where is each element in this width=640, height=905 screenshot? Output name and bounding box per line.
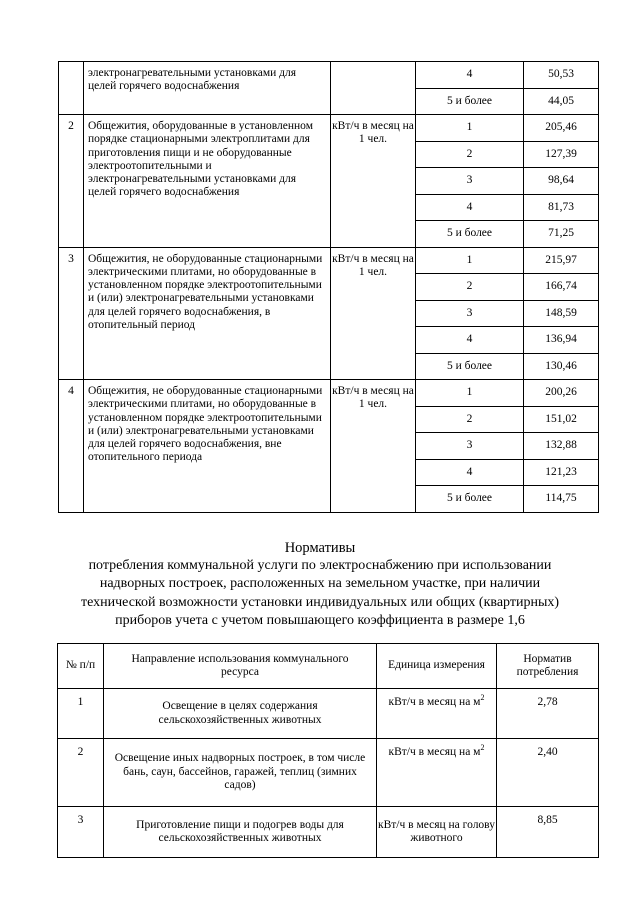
- norm-value: 121,23: [524, 459, 599, 486]
- row-number: 2: [58, 739, 104, 807]
- persons-count: 1: [416, 247, 524, 274]
- persons-count: 3: [416, 300, 524, 327]
- row-unit: кВт/ч в месяц на 1 чел.: [331, 380, 416, 513]
- row-unit: кВт/ч в месяц на 1 чел.: [331, 115, 416, 248]
- row-number: 3: [59, 247, 84, 380]
- heading-title: Нормативы: [284, 540, 356, 556]
- header-purpose: Направление использования коммунального ресурса: [104, 644, 377, 689]
- row-norm: 8,85: [497, 807, 599, 858]
- persons-count: 2: [416, 406, 524, 433]
- row-norm: 2,78: [497, 689, 599, 739]
- persons-count: 5 и более: [416, 221, 524, 248]
- norm-value: 71,25: [524, 221, 599, 248]
- row-description: Общежития, не оборудованные стационарными электрическими плитами, но оборудованные в установленном порядке электроотопительными и (или) электронагревательными установками для целей горячего водоснабжения, в отопительный период: [84, 247, 331, 380]
- row-unit: [377, 689, 497, 739]
- row-description: Общежития, оборудованные в установленном порядке стационарными электроплитами для приготовления пищи и не оборудованные электроотопительными и электронагревательными установками для целей горячего водоснабжения: [84, 115, 331, 248]
- persons-count: 3: [416, 168, 524, 195]
- norm-value: 50,53: [524, 62, 599, 89]
- row-unit: [377, 739, 497, 807]
- row-number: 2: [59, 115, 84, 248]
- persons-count: 5 и более: [416, 88, 524, 115]
- table-row: [59, 247, 599, 274]
- unit-text: кВт/ч в месяц на голову животного: [378, 818, 495, 844]
- row-number: 1: [58, 689, 104, 739]
- unit-text: кВт/ч в месяц на м: [388, 746, 481, 758]
- normatives-table-outbuildings: [57, 643, 599, 858]
- persons-count: 4: [416, 459, 524, 486]
- row-purpose: Освещение иных надворных построек, в том числе бань, саун, бассейнов, гаражей, теплиц (зимних садов): [104, 739, 377, 807]
- row-purpose: Приготовление пищи и подогрев воды для сельскохозяйственных животных: [104, 807, 377, 858]
- table-header-row: [58, 644, 599, 689]
- row-description: Общежития, не оборудованные стационарными электрическими плитами, но оборудованные в установленном порядке электроотопительными и (или) электронагревательными установками для целей горячего водоснабжения, вне отопительного периода: [84, 380, 331, 513]
- row-number: 3: [58, 807, 104, 858]
- norm-value: 166,74: [524, 274, 599, 301]
- heading-line: потребления коммунальной услуги по электроснабжению при использовании: [88, 558, 552, 574]
- table-row: [59, 380, 599, 407]
- persons-count: 3: [416, 433, 524, 460]
- norm-value: 114,75: [524, 486, 599, 513]
- persons-count: 4: [416, 62, 524, 89]
- table-row: [59, 62, 599, 89]
- unit-text: кВт/ч в месяц на м: [388, 696, 481, 708]
- heading-line: приборов учета с учетом повышающего коэффициента в размере 1,6: [115, 612, 525, 628]
- unit-exponent: 2: [480, 693, 485, 703]
- norm-value: 205,46: [524, 115, 599, 142]
- persons-count: 2: [416, 274, 524, 301]
- row-norm: 2,40: [497, 739, 599, 807]
- heading-line: технической возможности установки индивидуальных или общих (квартирных): [80, 594, 560, 610]
- header-num: № п/п: [58, 644, 104, 689]
- norm-value: 200,26: [524, 380, 599, 407]
- persons-count: 1: [416, 115, 524, 142]
- heading-line: надворных построек, расположенных на земельном участке, при наличии: [99, 576, 541, 592]
- row-number: [59, 62, 84, 115]
- norm-value: 215,97: [524, 247, 599, 274]
- norm-value: 81,73: [524, 194, 599, 221]
- normatives-table-dormitories: [58, 61, 599, 513]
- persons-count: 5 и более: [416, 486, 524, 513]
- persons-count: 1: [416, 380, 524, 407]
- row-unit: кВт/ч в месяц на 1 чел.: [331, 247, 416, 380]
- section-heading: [40, 539, 600, 630]
- row-purpose: Освещение в целях содержания сельскохозяйственных животных: [104, 689, 377, 739]
- norm-value: 44,05: [524, 88, 599, 115]
- unit-exponent: 2: [480, 743, 485, 753]
- persons-count: 4: [416, 194, 524, 221]
- persons-count: 2: [416, 141, 524, 168]
- norm-value: 132,88: [524, 433, 599, 460]
- row-unit: [377, 807, 497, 858]
- norm-value: 98,64: [524, 168, 599, 195]
- header-norm: Норматив потребления: [497, 644, 599, 689]
- row-number: 4: [59, 380, 84, 513]
- row-unit: [331, 62, 416, 115]
- table-row: [58, 739, 599, 807]
- persons-count: 5 и более: [416, 353, 524, 380]
- persons-count: 4: [416, 327, 524, 354]
- header-unit: Единица измерения: [377, 644, 497, 689]
- norm-value: 130,46: [524, 353, 599, 380]
- table-row: [59, 115, 599, 142]
- norm-value: 127,39: [524, 141, 599, 168]
- table-row: [58, 807, 599, 858]
- row-description: электронагревательными установками для целей горячего водоснабжения: [84, 62, 331, 115]
- table-row: [58, 689, 599, 739]
- norm-value: 151,02: [524, 406, 599, 433]
- norm-value: 136,94: [524, 327, 599, 354]
- norm-value: 148,59: [524, 300, 599, 327]
